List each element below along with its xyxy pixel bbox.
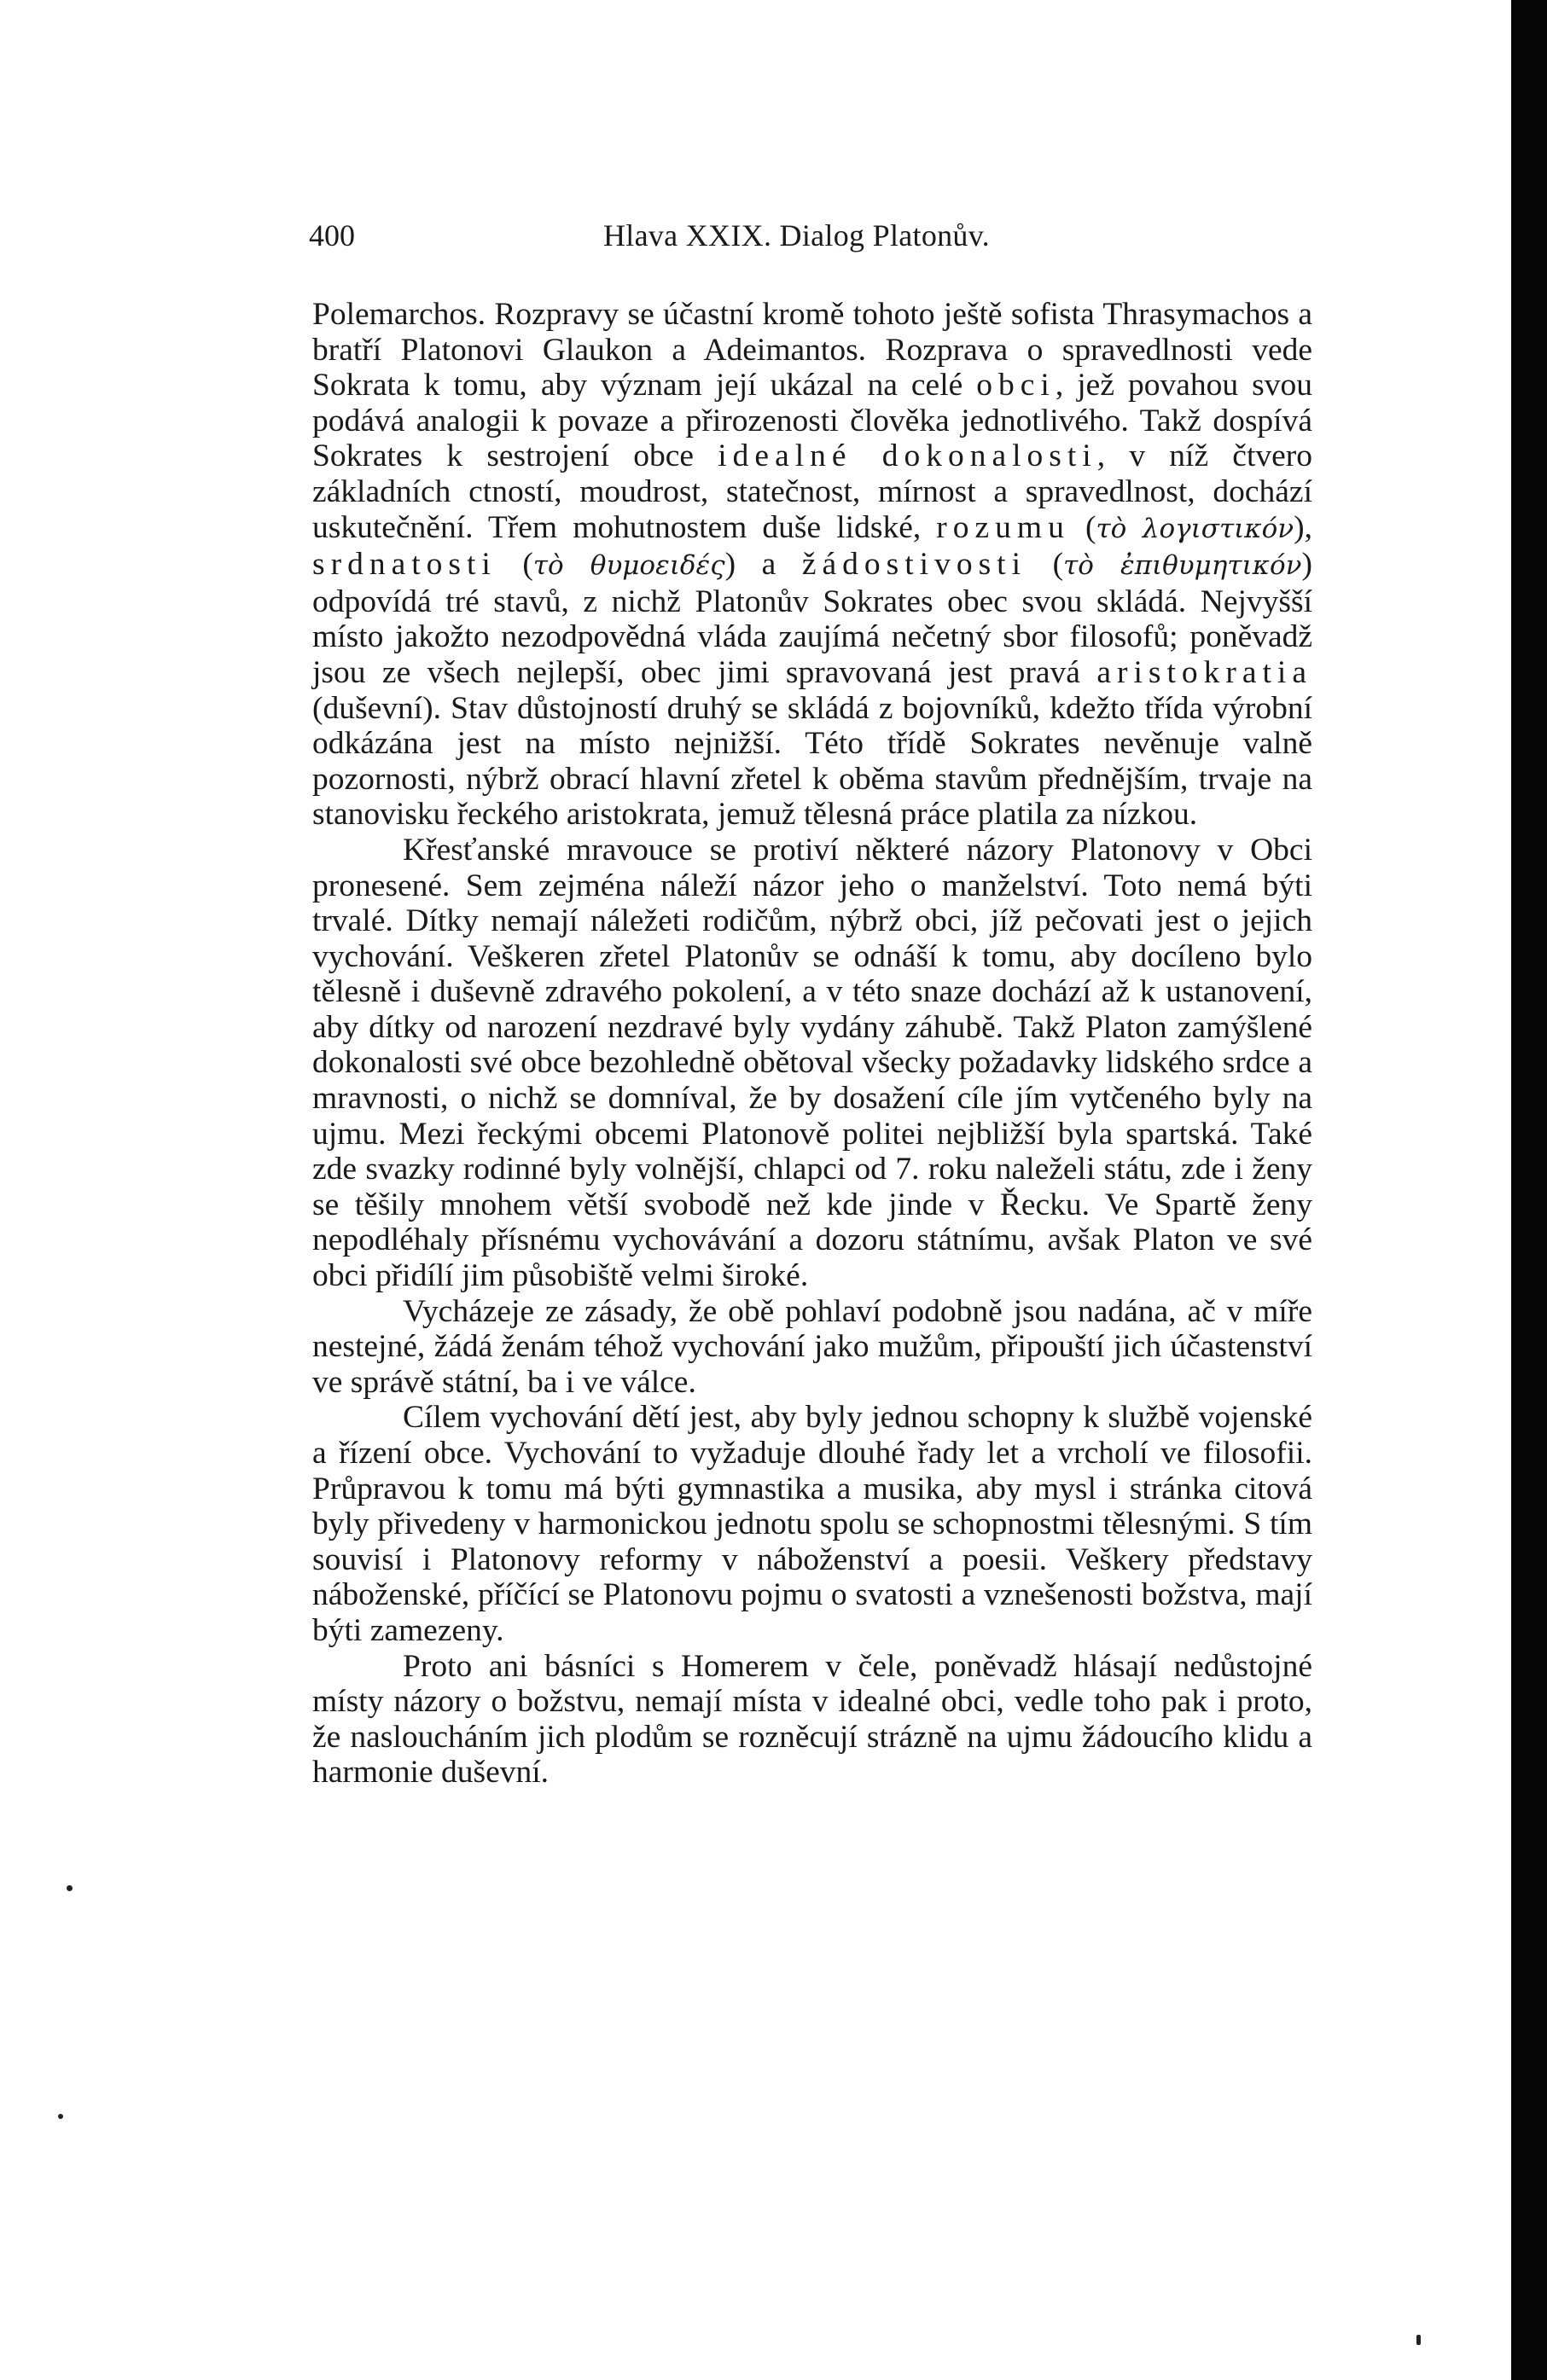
greek-term: τὸ ἐπιθυμητικόν <box>1063 550 1302 582</box>
spaced-emphasis: rozumu <box>936 509 1070 545</box>
paragraph-2 <box>312 833 1312 1294</box>
scan-border <box>1511 0 1547 2380</box>
spaced-emphasis: srdnatosti <box>312 547 497 583</box>
text-run: ( <box>1069 509 1096 545</box>
spaced-emphasis: žádostivosti <box>801 547 1027 583</box>
paragraph-5 <box>312 1649 1312 1791</box>
greek-term: τὸ θυμοειδές <box>532 550 725 582</box>
text-run: ( <box>1026 547 1064 583</box>
scan-speck <box>1416 2335 1421 2345</box>
text-run: , jež povahou svou podává analogii k povaze a přirozenosti člověka jednotlivého. Takž dospívá Sokrates k sestrojení obce <box>312 368 1312 474</box>
text-run: Křesťanské mravouce se protiví některé názory Platonovy v Obci pronesené. Sem zejména náleží názor jeho o manželství. Toto nemá býti trvalé. Dítky nemají náležeti rodičům, nýbrž obci, jíž pečovati jest o jejich vychování. Veškeren zřetel Platonův se odnáší k tomu, aby docíleno bylo tělesně i duševně zdravého pokolení, a v této snaze dochází až k ustanovení, aby dítky od narození nezdravé byly vydány záhubě. Takž Platon zamýšlené dokonalosti své obce bezohledně obětoval všecky požadavky lidského srdce a mravnosti, o nichž se domníval, že by dosažení cíle jím vytčeného byly na ujmu. Mezi řeckými obcemi Platonově politei nejbližší byla spartská. Také zde svazky rodinné byly volnější, chlapci od 7. roku naleželi státu, zde i ženy se těšily mnohem větší svobodě než kde jinde v Řecku. Ve Spartě ženy nepodléhaly přísnému vychovávání a dozoru státnímu, avšak Platon ve své obci přidílí jim působiště velmi široké. <box>312 832 1312 1294</box>
spaced-emphasis: obci <box>976 368 1056 403</box>
scan-speck <box>67 1885 73 1891</box>
page-number: 400 <box>309 218 355 253</box>
text-run: Proto ani básníci s Homerem v čele, poněvadž hlásají nedůstojné místy názory o božstvu, nemají místa v idealné obci, vedle toho pak i proto, že nasloucháním jich plodům se rozněcují strázně na ujmu žádoucího klidu a harmonie duševní. <box>312 1648 1312 1791</box>
text-run: ( <box>496 547 533 583</box>
text-run: ) a <box>724 547 802 583</box>
text-run: (duševní). Stav důstojností druhý se skládá z bojovníků, kdežto třída výrobní odkázána jest na místo nejnižší. Této třídě Sokrates nevěnuje valně pozornosti, nýbrž obrací hlavní zřetel k oběma stavům přednějším, trvaje na stanovisku řeckého aristokrata, jemuž tělesná práce platila za nízkou. <box>312 690 1312 833</box>
text-run: Cílem vychování dětí jest, aby byly jednou schopny k službě vojenské a řízení obce. Vychování to vyžaduje dlouhé řady let a vrcholí ve filosofii. Průpravou k tomu má býti gymnastika a musika, aby mysl i stránka citová byly přivedeny v harmonickou jednotu spolu se schopnostmi tělesnými. S tím souvisí i Platonovy reformy v náboženství a poesii. Veškery představy náboženské, příčící se Platonovu pojmu o svatosti a vznešenosti božstva, mají býti zamezeny. <box>312 1400 1312 1648</box>
text-run: Polemarchos. Rozpravy se účastní kromě tohoto ještě sofista Thrasymachos a bratří Platonovi Glaukon a Adeimantos. Rozprava o spravedlnosti vede Sokrata k tomu, aby význam její ukázal na celé <box>312 297 1312 403</box>
paragraph-4 <box>312 1400 1312 1648</box>
scan-speck <box>58 2114 63 2119</box>
paragraph-1 <box>312 297 1312 833</box>
text-run: ) odpovídá tré stavů, z nichž Platonův Sokrates obec svou skládá. Nejvyšší místo jakožto nezodpovědná vláda zaujímá nečetný sbor filosofů; poněvadž jsou ze všech nejlepší, obec jimi spravovaná jest pravá <box>312 547 1313 690</box>
body-text <box>312 297 1312 1791</box>
spaced-emphasis: idealné dokonalosti <box>718 438 1097 474</box>
text-run: ), <box>1294 509 1312 545</box>
greek-term: τὸ λογιστικόν <box>1096 513 1294 544</box>
spaced-emphasis: aristokratia <box>1096 654 1312 690</box>
running-title: Hlava XXIX. Dialog Platonův. <box>603 218 990 253</box>
text-run: Vycházeje ze zásady, že obě pohlaví podobně jsou nadána, ač v míře nestejné, žádá ženám téhož vychování jako mužům, připouští jich účastenství ve správě státní, ba i ve válce. <box>312 1293 1312 1400</box>
page-header <box>309 218 1316 260</box>
paragraph-3 <box>312 1294 1312 1401</box>
text-run: , v níž čtvero základních ctností, moudrost, statečnost, mírnost a spravedlnost, dochází uskutečnění. Třem mohutnostem duše lidské, <box>312 438 1313 545</box>
